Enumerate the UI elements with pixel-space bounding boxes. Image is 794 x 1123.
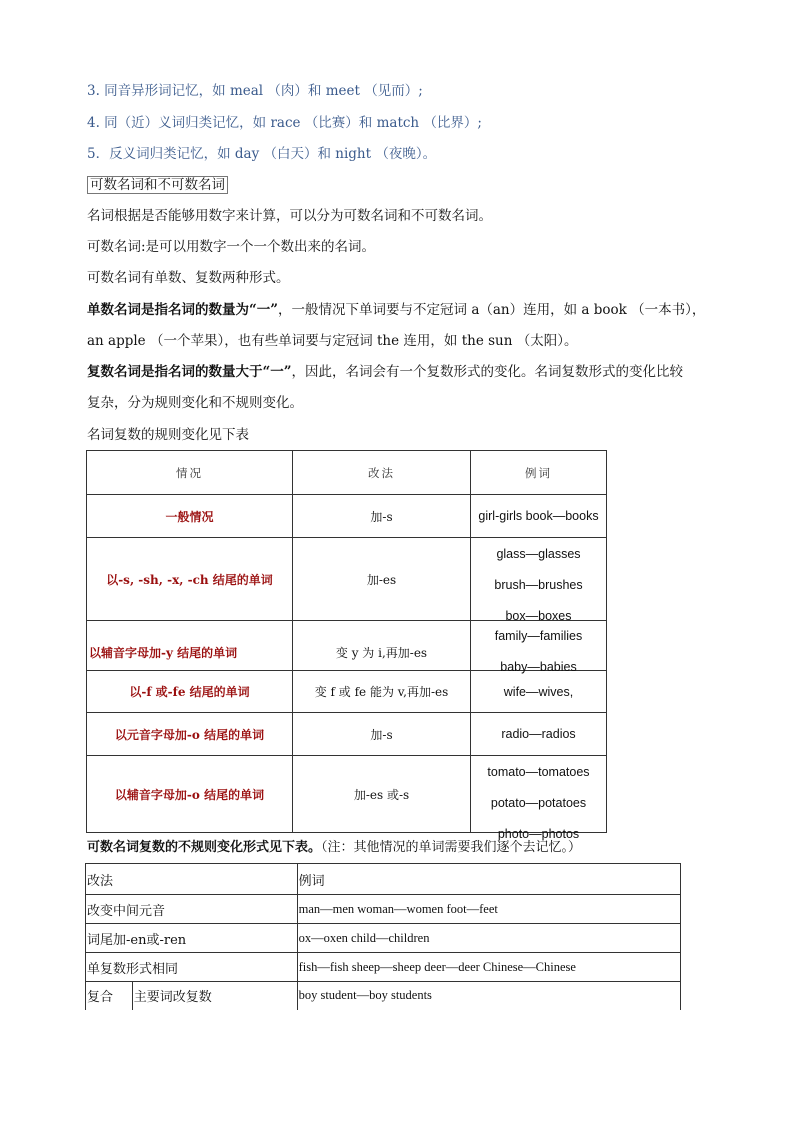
- table-header-row: [87, 451, 607, 495]
- paragraph-1: 名词根据是否能够用数字来计算，可以分为可数名词和不可数名词。: [87, 208, 492, 224]
- example-word: glass—glasses: [496, 547, 581, 561]
- paragraph-4: [87, 301, 705, 319]
- example-cell: man—men woman—women foot—feet: [297, 895, 680, 924]
- case-cell: 一般情况: [87, 495, 293, 538]
- table2-caption: [87, 839, 581, 857]
- table-row: [87, 495, 607, 538]
- table1-caption: 名词复数的规则变化见下表: [87, 427, 249, 443]
- table-row: [87, 538, 607, 621]
- method-cell: 变 y 为 i,再加-es: [293, 621, 471, 671]
- table-header-row: [86, 864, 681, 895]
- case-cell: 以元音字母加-o 结尾的单词: [87, 713, 293, 756]
- compound-group-cell: 复合: [86, 982, 133, 1010]
- list-item-3: 3. 同音异形词记忆，如 meal （肉）和 meet （见而）;: [87, 83, 423, 99]
- header-examples: 例词: [297, 864, 680, 895]
- method-cell: 加-es: [293, 538, 471, 621]
- example-cell: ox—oxen child—children: [297, 924, 680, 953]
- case-cell: 以辅音字母加-o 结尾的单词: [87, 756, 293, 833]
- paragraph-5: [87, 363, 683, 381]
- method-cell: 词尾加-en或-ren: [86, 924, 298, 953]
- example-word: tomato—tomatoes: [487, 765, 590, 779]
- example-word: brush—brushes: [494, 578, 583, 592]
- example-cell: girl-girls book—books: [471, 495, 607, 538]
- table-row: [86, 982, 681, 1010]
- paragraph-5-rest: ，因此，名词会有一个复数形式的变化。名词复数形式的变化比较: [291, 364, 684, 380]
- header-method: 改法: [86, 864, 298, 895]
- example-word: family—families: [494, 629, 583, 643]
- irregular-plural-table: [85, 863, 681, 1010]
- method-cell: 主要词改复数: [132, 982, 297, 1010]
- header-method: 改法: [293, 451, 471, 495]
- example-word: box—boxes: [505, 609, 572, 623]
- section-title: [87, 176, 228, 194]
- header-case: 情况: [87, 451, 293, 495]
- case-cell: 以辅音字母加-y 结尾的单词: [87, 621, 293, 671]
- example-word: baby—babies: [500, 660, 577, 674]
- example-cell: [471, 538, 607, 621]
- example-word: photo—photos: [497, 827, 580, 841]
- example-cell: [471, 756, 607, 841]
- table-row: [87, 621, 607, 671]
- paragraph-4-bold: 单数名词是指名词的数量为“一”: [87, 302, 279, 318]
- table-row: [86, 953, 681, 982]
- table-row: [86, 924, 681, 953]
- example-word: potato—potatoes: [490, 796, 587, 810]
- header-examples: 例词: [471, 451, 607, 495]
- method-cell: 加-s: [293, 713, 471, 756]
- example-cell: boy student—boy students: [297, 982, 680, 1010]
- example-cell: fish—fish sheep—sheep deer—deer Chinese—Chinese: [297, 953, 680, 982]
- paragraph-5-bold: 复数名词是指名词的数量大于“一”: [87, 364, 292, 380]
- list-item-4: 4. 同（近）义词归类记忆，如 race （比赛）和 match （比界）;: [87, 115, 482, 131]
- paragraph-3: 可数名词有单数、复数两种形式。: [87, 270, 290, 286]
- table-row: [87, 756, 607, 833]
- table2-caption-rest: （注：其他情况的单词需要我们逐个去记忆。）: [321, 840, 582, 855]
- paragraph-5-line-2: 复杂，分为规则变化和不规则变化。: [87, 395, 303, 411]
- table-row: [86, 895, 681, 924]
- method-cell: 改变中间元音: [86, 895, 298, 924]
- method-cell: 加-s: [293, 495, 471, 538]
- paragraph-2: 可数名词:是可以用数字一个一个数出来的名词。: [87, 239, 376, 255]
- paragraph-4-line-2: an apple （一个苹果），也有些单词要与定冠词 the 连用，如 the sun （太阳）。: [87, 333, 578, 349]
- list-item-5: 5．反义词归类记忆，如 day （白天）和 night （夜晚）。: [87, 146, 437, 162]
- section-title-text: 可数名词和不可数名词: [87, 176, 228, 194]
- table-row: [87, 713, 607, 756]
- case-cell: 以-s, -sh, -x, -ch 结尾的单词: [87, 538, 293, 621]
- method-cell: 单复数形式相同: [86, 953, 298, 982]
- method-cell: 加-es 或-s: [293, 756, 471, 833]
- paragraph-4-rest: ，一般情况下单词要与不定冠词 a（an）连用，如 a book （一本书），: [278, 302, 706, 318]
- example-cell: radio—radios: [471, 713, 607, 756]
- example-cell: [471, 621, 607, 674]
- example-cell: wife—wives,: [471, 671, 607, 713]
- case-cell: 以-f 或-fe 结尾的单词: [87, 671, 293, 713]
- table2-caption-bold: 可数名词复数的不规则变化形式见下表。: [87, 840, 322, 855]
- method-cell: 变 f 或 fe 能为 v,再加-es: [293, 671, 471, 713]
- regular-plural-table: [86, 450, 607, 841]
